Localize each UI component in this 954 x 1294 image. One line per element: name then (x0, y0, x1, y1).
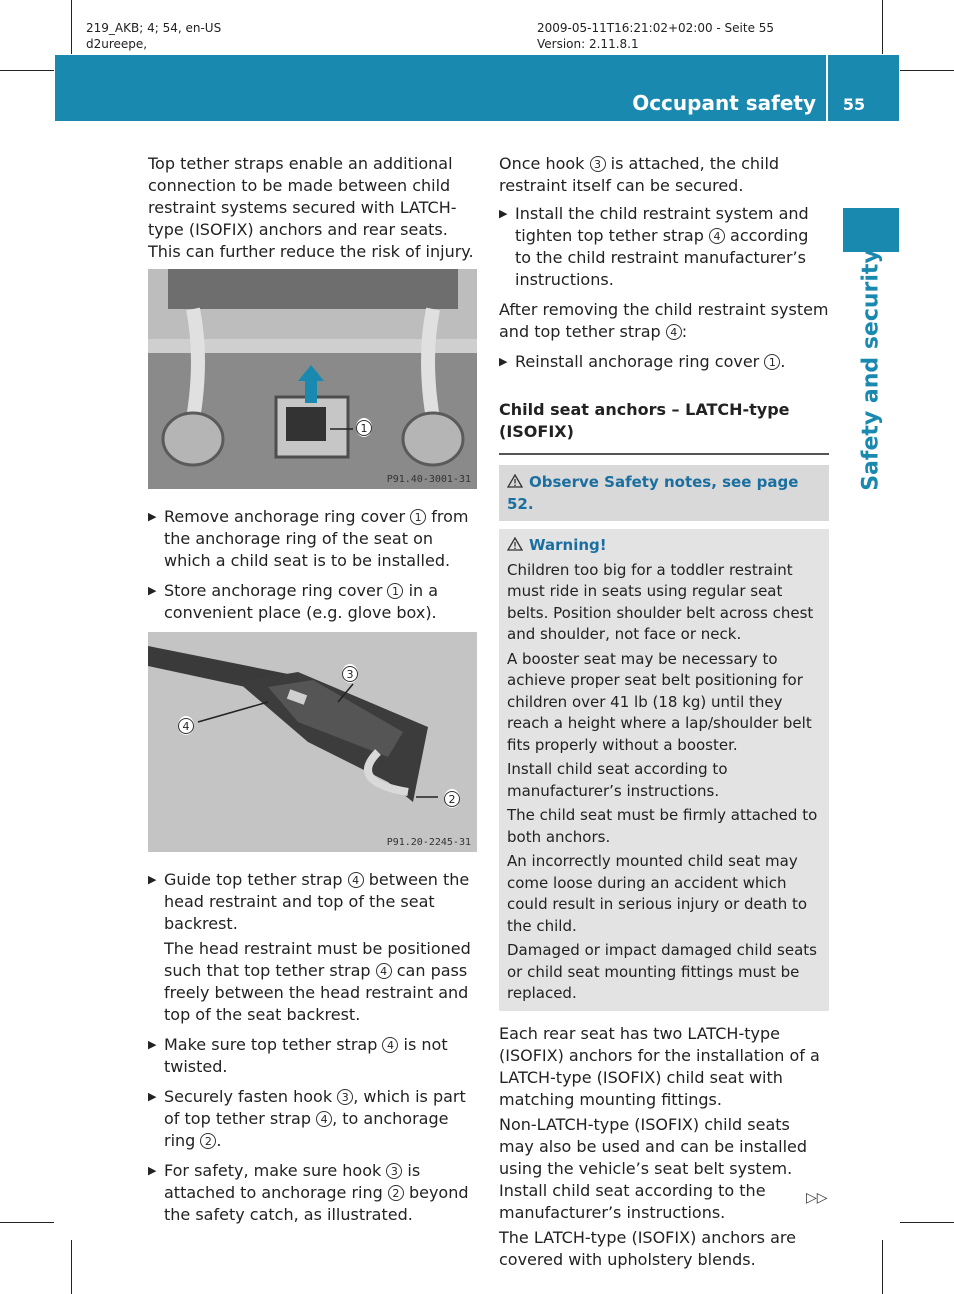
step-text: The head restraint must be positioned such that top tether strap (164, 939, 471, 980)
print-meta-left-line1: 219_AKB; 4; 54, en-US (86, 21, 222, 35)
step-text: . (780, 352, 786, 371)
step-text: in a convenient place (e.g. glove box). (164, 581, 439, 622)
callout-number: 3 (590, 156, 606, 172)
warning-paragraph: A booster seat may be necessary to achieve proper seat belt positioning for children over 41 lb (18 kg) until they reach a height where a lap/shoulder belt fits properly without a booster. (507, 649, 812, 754)
crop-mark (882, 1240, 883, 1294)
step-fasten-hook (148, 1086, 478, 1152)
warning-triangle-icon (507, 474, 523, 488)
warning-paragraph: The child seat must be firmly attached to both anchors. (507, 806, 818, 846)
subheading-rule (499, 453, 829, 455)
callout-number: 2 (200, 1133, 216, 1149)
print-meta-right-line1: 2009-05-11T16:21:02+02:00 - Seite 55 (537, 21, 775, 35)
bullet-arrow-icon: ▶ (148, 584, 157, 597)
warning-title (507, 535, 821, 557)
step-note (148, 938, 478, 1026)
step-text: from the anchorage ring of the seat on which a child seat is to be installed. (164, 507, 469, 570)
bullet-arrow-icon: ▶ (499, 207, 508, 220)
step-text: Reinstall anchorage ring cover (515, 352, 765, 371)
paragraph-upholstery: The LATCH-type (ISOFIX) anchors are covered with upholstery blends. (499, 1227, 796, 1269)
step-text: is attached to anchorage ring (164, 1161, 421, 1202)
step-remove-cover (148, 506, 478, 572)
print-meta-left (86, 20, 221, 52)
subheading-latch: Child seat anchors – LATCH-type (ISOFIX) (499, 400, 790, 441)
crop-mark (0, 70, 54, 71)
step-reinstall-cover (499, 351, 829, 373)
tether-hook-illustration (148, 632, 477, 852)
paragraph-anchors: Each rear seat has two LATCH-type (ISOFIX) anchors for the installation of a LATCH-type (ISOFIX) child seat with matching mounting fittings. (499, 1023, 820, 1109)
callout-number: 4 (376, 963, 392, 979)
warning-paragraph: Children too big for a toddler restraint must ride in seats using regular seat belts. Position shoulder belt across chest and shoulder, not face or neck. (507, 560, 814, 643)
crop-mark (0, 1222, 54, 1223)
step-text: Remove anchorage ring cover (164, 507, 411, 526)
step-text: Guide top tether strap (164, 870, 348, 889)
print-meta-right-line2: Version: 2.11.8.1 (537, 37, 639, 51)
crop-mark (882, 0, 883, 54)
crop-mark (71, 1240, 72, 1294)
step-text: Securely fasten hook (164, 1087, 338, 1106)
bullet-arrow-icon: ▶ (148, 510, 157, 523)
step-text: . (216, 1131, 222, 1150)
side-tab (843, 208, 899, 252)
figure-anchorage-ring-cover (148, 269, 477, 489)
print-meta-right (537, 20, 774, 52)
figure2-callout-4: 4 (178, 718, 194, 734)
callout-number: 4 (316, 1111, 332, 1127)
warning-paragraph: Install child seat according to manufacturer’s instructions. (507, 760, 728, 800)
callout-number: 3 (386, 1163, 402, 1179)
bullet-arrow-icon: ▶ (148, 873, 157, 886)
anchorage-ring-illustration (148, 269, 477, 489)
callout-number: 1 (387, 583, 403, 599)
paragraph-once-hook (499, 153, 829, 197)
figure1-callout: 1 (356, 420, 372, 436)
callout-number: 4 (382, 1037, 398, 1053)
section-title: Occupant safety (632, 91, 816, 115)
intro-paragraph: Top tether straps enable an additional connection to be made between child restraint systems secured with LATCH-type (ISOFIX) anchors and rear seats. This can further reduce the risk of injury. (148, 154, 474, 261)
step-text: according to the child restraint manufacturer’s instructions. (515, 226, 809, 289)
callout-number: 2 (388, 1185, 404, 1201)
figure2-code: P91.20-2245-31 (386, 837, 471, 848)
figure-top-tether-hook (148, 632, 477, 852)
crop-mark (900, 1222, 954, 1223)
left-steps-2 (148, 869, 478, 1234)
warning-triangle-icon (507, 537, 523, 551)
crop-mark (900, 70, 954, 71)
callout-number: 1 (764, 354, 780, 370)
step-text: , which is part of top tether strap (164, 1087, 466, 1128)
step-safety-check (148, 1160, 478, 1226)
figure1-code: P91.40-3001-31 (386, 474, 471, 485)
warning-paragraph: Damaged or impact damaged child seats or child seat mounting fittings must be replaced. (507, 941, 817, 1002)
bullet-arrow-icon: ▶ (499, 355, 508, 368)
step-text: , to anchorage ring (164, 1109, 449, 1150)
callout-number: 4 (666, 324, 682, 340)
step-text: beyond the safety catch, as illustrated. (164, 1183, 469, 1224)
side-chapter-label: Safety and security (858, 249, 884, 491)
para-text: is attached, the child restraint itself can be secured. (499, 154, 780, 195)
paragraph-after-removing (499, 299, 829, 343)
step-text: between the head restraint and top of the seat backrest. (164, 870, 470, 933)
warning-title-text: Warning! (529, 536, 607, 554)
step-text: Make sure top tether strap (164, 1035, 383, 1054)
print-meta-left-line2: d2ureepe, (86, 37, 148, 51)
paragraph-non-latch: Non-LATCH-type (ISOFIX) child seats may also be used and can be installed using the vehicle’s seat belt system. Install child seat according to the manufacturer’s instructions. (499, 1114, 808, 1222)
bullet-arrow-icon: ▶ (148, 1038, 157, 1051)
crop-mark (71, 0, 72, 54)
callout-number: 1 (410, 509, 426, 525)
step-text: Install the child restraint system and tighten top tether strap (515, 204, 809, 245)
bullet-arrow-icon: ▶ (148, 1164, 157, 1177)
para-text: : (681, 322, 688, 341)
warning-paragraph: An incorrectly mounted child seat may come loose during an accident which could result in serious injury or death to the child. (507, 852, 808, 935)
step-store-cover (148, 580, 478, 624)
callout-number: 3 (337, 1089, 353, 1105)
safety-note-text: Observe Safety notes, see page 52. (507, 473, 799, 513)
para-text: Once hook (499, 154, 590, 173)
left-column (148, 153, 478, 273)
step-text: For safety, make sure hook (164, 1161, 387, 1180)
page-number: 55 (842, 95, 866, 114)
warning-box (499, 529, 829, 1011)
para-text: After removing the child restraint system and top tether strap (499, 300, 829, 341)
step-install-restraint (499, 203, 829, 291)
figure2-callout-2: 2 (444, 791, 460, 807)
safety-notes-reference (499, 465, 829, 521)
right-column (499, 153, 829, 1281)
step-guide-strap (148, 869, 478, 935)
step-check-twisted (148, 1034, 478, 1078)
step-text: Store anchorage ring cover (164, 581, 388, 600)
left-steps-1 (148, 506, 478, 632)
callout-number: 4 (348, 872, 364, 888)
callout-number: 4 (709, 228, 725, 244)
bullet-arrow-icon: ▶ (148, 1090, 157, 1103)
step-text: can pass freely between the head restraint and top of the seat backrest. (164, 961, 469, 1024)
step-text: is not twisted. (164, 1035, 448, 1076)
figure2-callout-3: 3 (342, 666, 358, 682)
continue-mark: ▷▷ (806, 1190, 828, 1206)
